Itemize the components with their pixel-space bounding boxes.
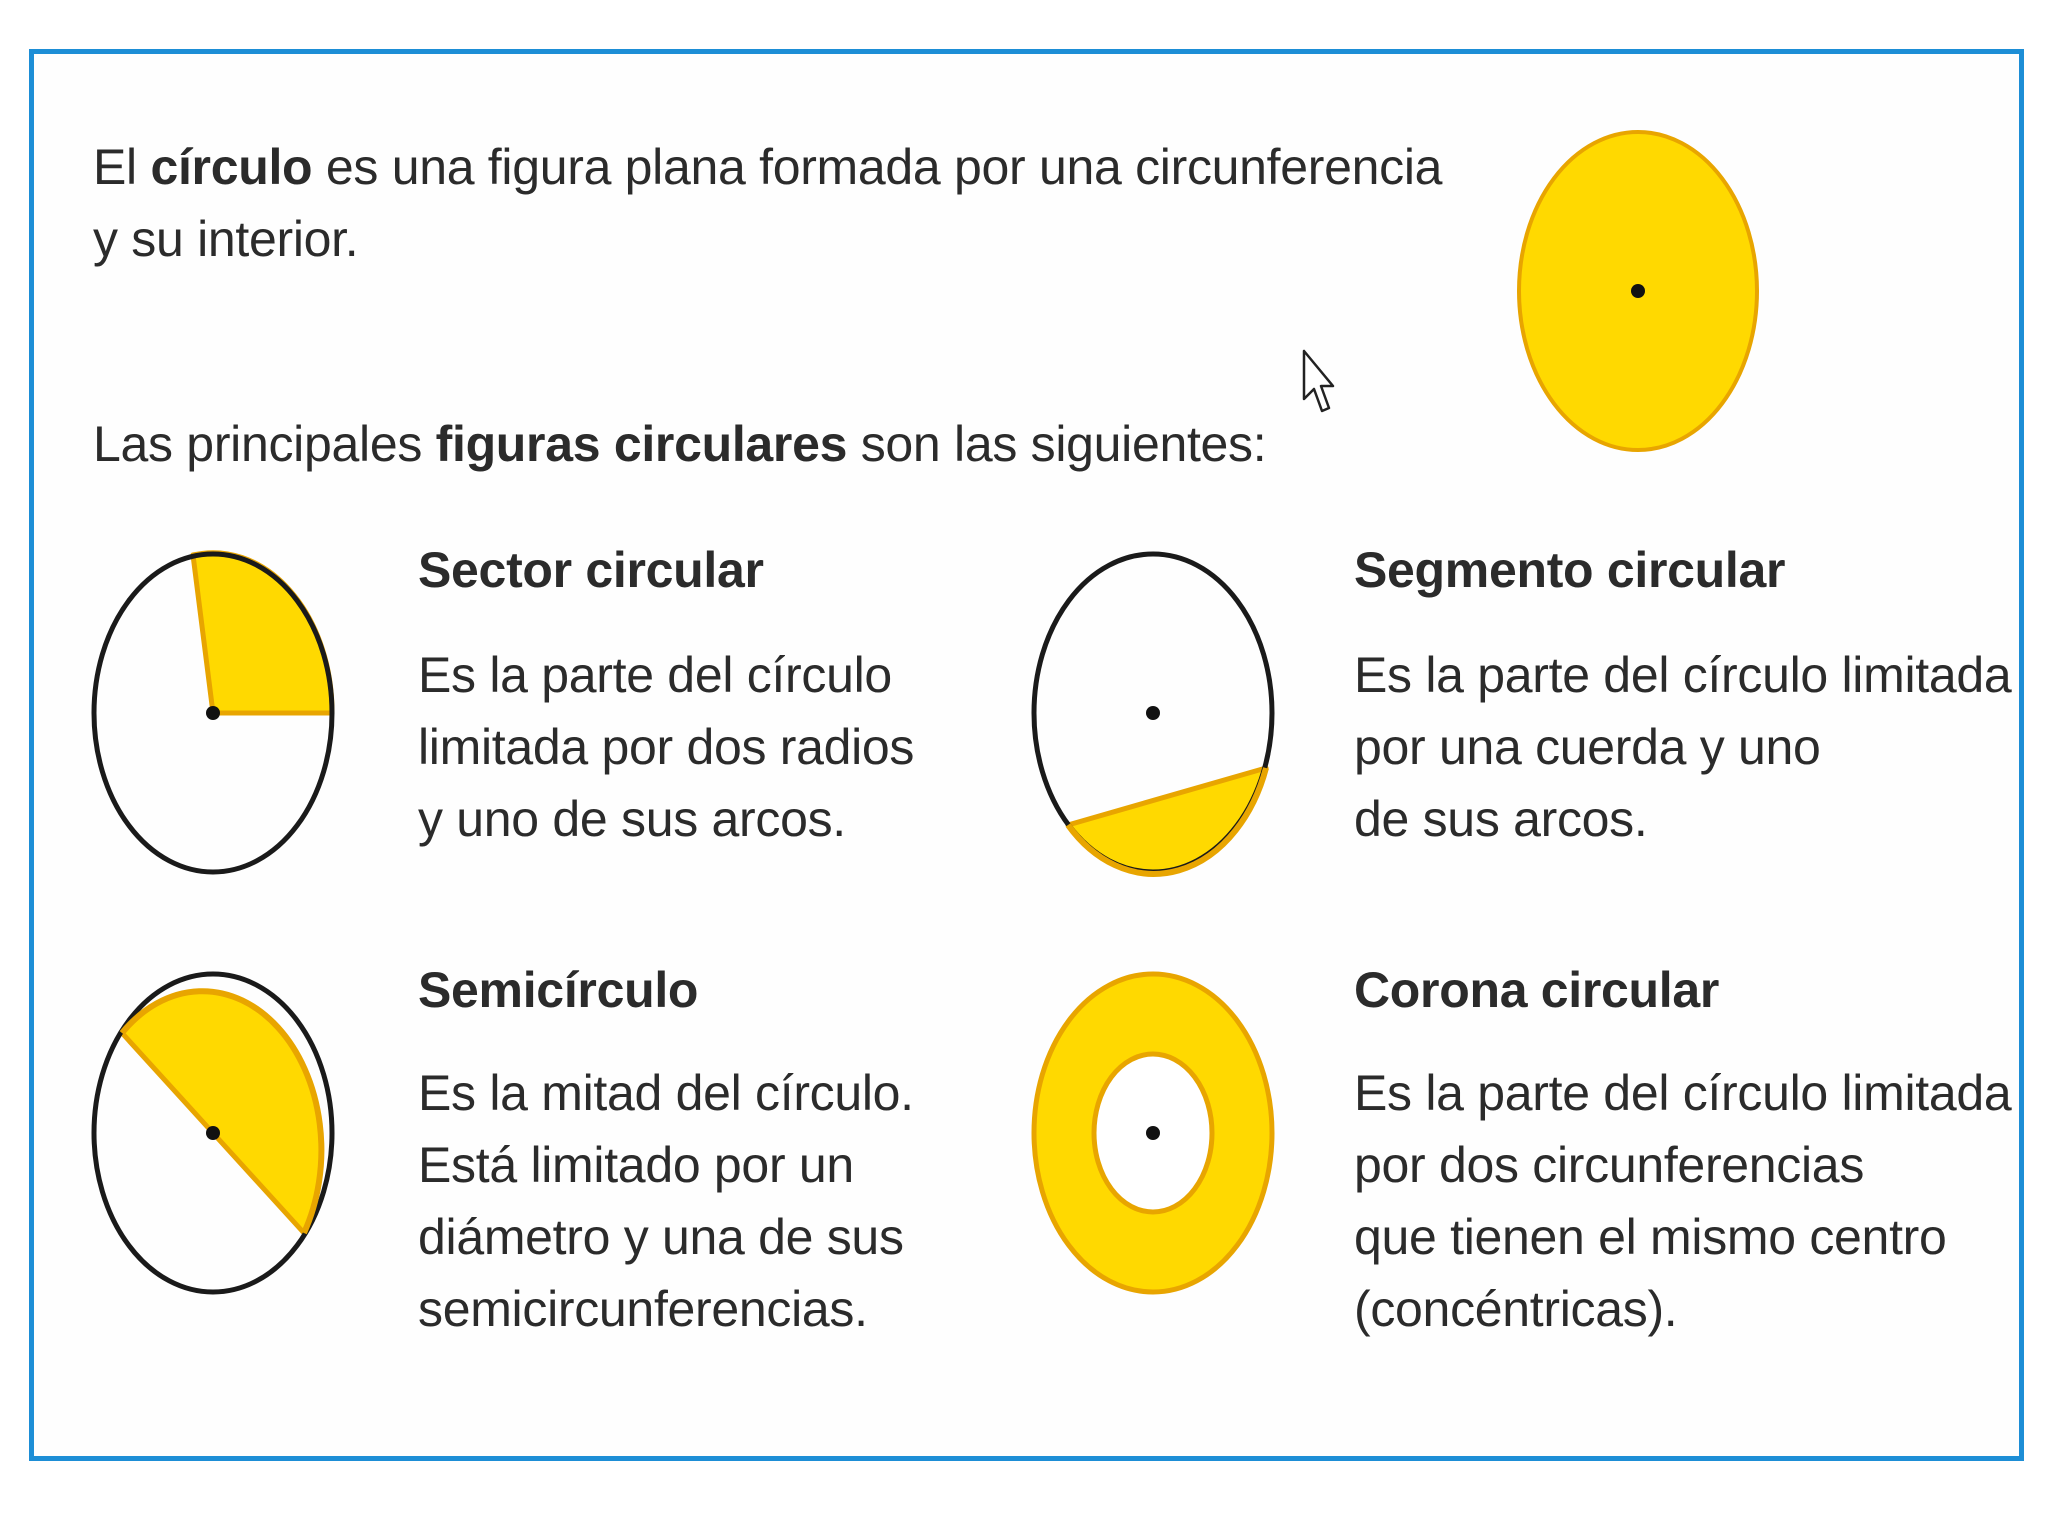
sector-center-dot — [206, 706, 220, 720]
corona-circular-diagram — [1030, 970, 1276, 1296]
intro-paragraph — [93, 131, 1442, 275]
figure-title-semicirculo: Semicírculo — [418, 962, 699, 1018]
sector-circular-diagram — [90, 550, 336, 876]
semicircle-fill — [122, 991, 321, 1233]
semicirculo-diagram — [90, 970, 336, 1296]
term-figuras-circulares: figuras circulares — [435, 416, 848, 472]
semicircle-center-dot — [206, 1126, 220, 1140]
corona-center-dot — [1146, 1126, 1160, 1140]
segment-center-dot — [1146, 706, 1160, 720]
figure-desc-semicirculo: Es la mitad del círculo. Está limitado por un diámetro y una de sus semicircunferencias. — [418, 1065, 914, 1337]
figure-desc-sector: Es la parte del círculo limitada por dos radios y uno de sus arcos. — [418, 647, 915, 847]
figure-title-corona: Corona circular — [1354, 962, 1720, 1018]
figure-title-sector: Sector circular — [418, 542, 764, 598]
segmento-circular-diagram — [1030, 550, 1276, 876]
figure-title-segmento: Segmento circular — [1354, 542, 1786, 598]
term-circulo: círculo — [150, 139, 313, 195]
figures-intro: Las principales figuras circulares son las siguientes: — [93, 416, 1267, 472]
sector-fill — [193, 553, 332, 713]
mouse-cursor-icon — [1302, 349, 1334, 415]
intro-line-2: y su interior. — [93, 211, 359, 267]
figure-desc-corona: Es la parte del círculo limitada por dos circunferencias que tienen el mismo centro (concéntricas). — [1354, 1065, 2012, 1337]
circle-illustration — [1515, 128, 1761, 454]
circle-center-dot — [1631, 284, 1645, 298]
intro-line-1: El círculo es una figura plana formada por una circunferencia — [93, 139, 1443, 195]
figure-desc-segmento: Es la parte del círculo limitada por una cuerda y uno de sus arcos. — [1354, 647, 2012, 847]
